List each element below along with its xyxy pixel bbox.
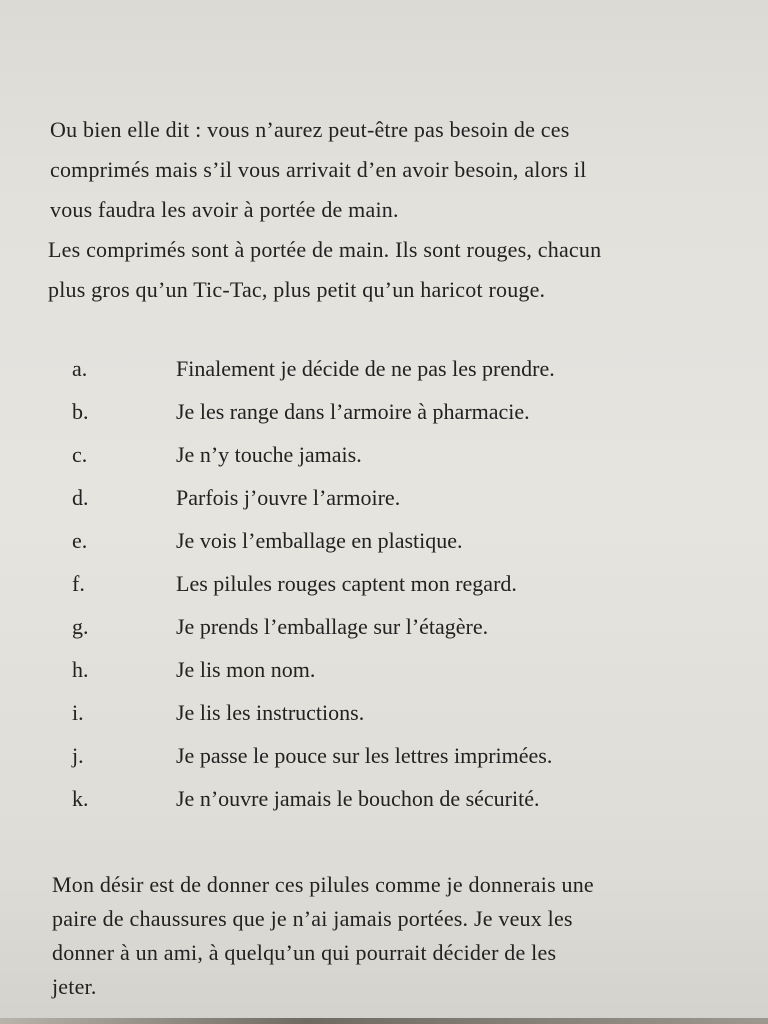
- list-letter: c.: [72, 442, 88, 467]
- list-text: Je vois l’emballage en plastique.: [176, 528, 463, 553]
- list-text: Je prends l’emballage sur l’étagère.: [176, 614, 489, 639]
- closing-paragraph-line: jeter.: [52, 974, 97, 999]
- list-letter: a.: [72, 356, 88, 381]
- list-letter: h.: [72, 657, 89, 682]
- closing-paragraph: [52, 868, 594, 1004]
- page-bottom-edge: [0, 1018, 768, 1024]
- list-text: Je passe le pouce sur les lettres imprimées.: [176, 743, 553, 768]
- list-letter: i.: [72, 700, 84, 725]
- list-text: Je lis mon nom.: [176, 657, 316, 682]
- list-text: Je lis les instructions.: [176, 700, 365, 725]
- list-text: Finalement je décide de ne pas les prendre.: [176, 356, 555, 381]
- list-letter: f.: [72, 571, 85, 596]
- list-text: Je n’y touche jamais.: [176, 442, 362, 467]
- intro-line: comprimés mais s’il vous arrivait d’en avoir besoin, alors il: [50, 157, 587, 182]
- second-paragraph-line: plus gros qu’un Tic-Tac, plus petit qu’un haricot rouge.: [48, 277, 546, 302]
- list-text: Les pilules rouges captent mon regard.: [176, 571, 517, 596]
- list-letter: g.: [72, 614, 89, 639]
- intro-line: Ou bien elle dit : vous n’aurez peut-être pas besoin de ces: [50, 117, 570, 142]
- list-text: Je les range dans l’armoire à pharmacie.: [176, 399, 530, 424]
- closing-paragraph-line: paire de chaussures que je n’ai jamais portées. Je veux les: [52, 906, 573, 931]
- intro-paragraph: [50, 110, 586, 230]
- second-paragraph: [48, 230, 601, 310]
- list-letter: b.: [72, 399, 89, 424]
- closing-paragraph-line: Mon désir est de donner ces pilules comme je donnerais une: [52, 872, 594, 897]
- list-letter: k.: [72, 786, 89, 811]
- list-letter: j.: [72, 743, 84, 768]
- list-letter: e.: [72, 528, 88, 553]
- closing-paragraph-line: donner à un ami, à quelqu’un qui pourrait décider de les: [52, 940, 557, 965]
- list-text: Parfois j’ouvre l’armoire.: [176, 485, 401, 510]
- list-letter: d.: [72, 485, 89, 510]
- second-paragraph-line: Les comprimés sont à portée de main. Ils sont rouges, chacun: [48, 237, 602, 262]
- list-text: Je n’ouvre jamais le bouchon de sécurité.: [176, 786, 540, 811]
- intro-line: vous faudra les avoir à portée de main.: [50, 197, 399, 222]
